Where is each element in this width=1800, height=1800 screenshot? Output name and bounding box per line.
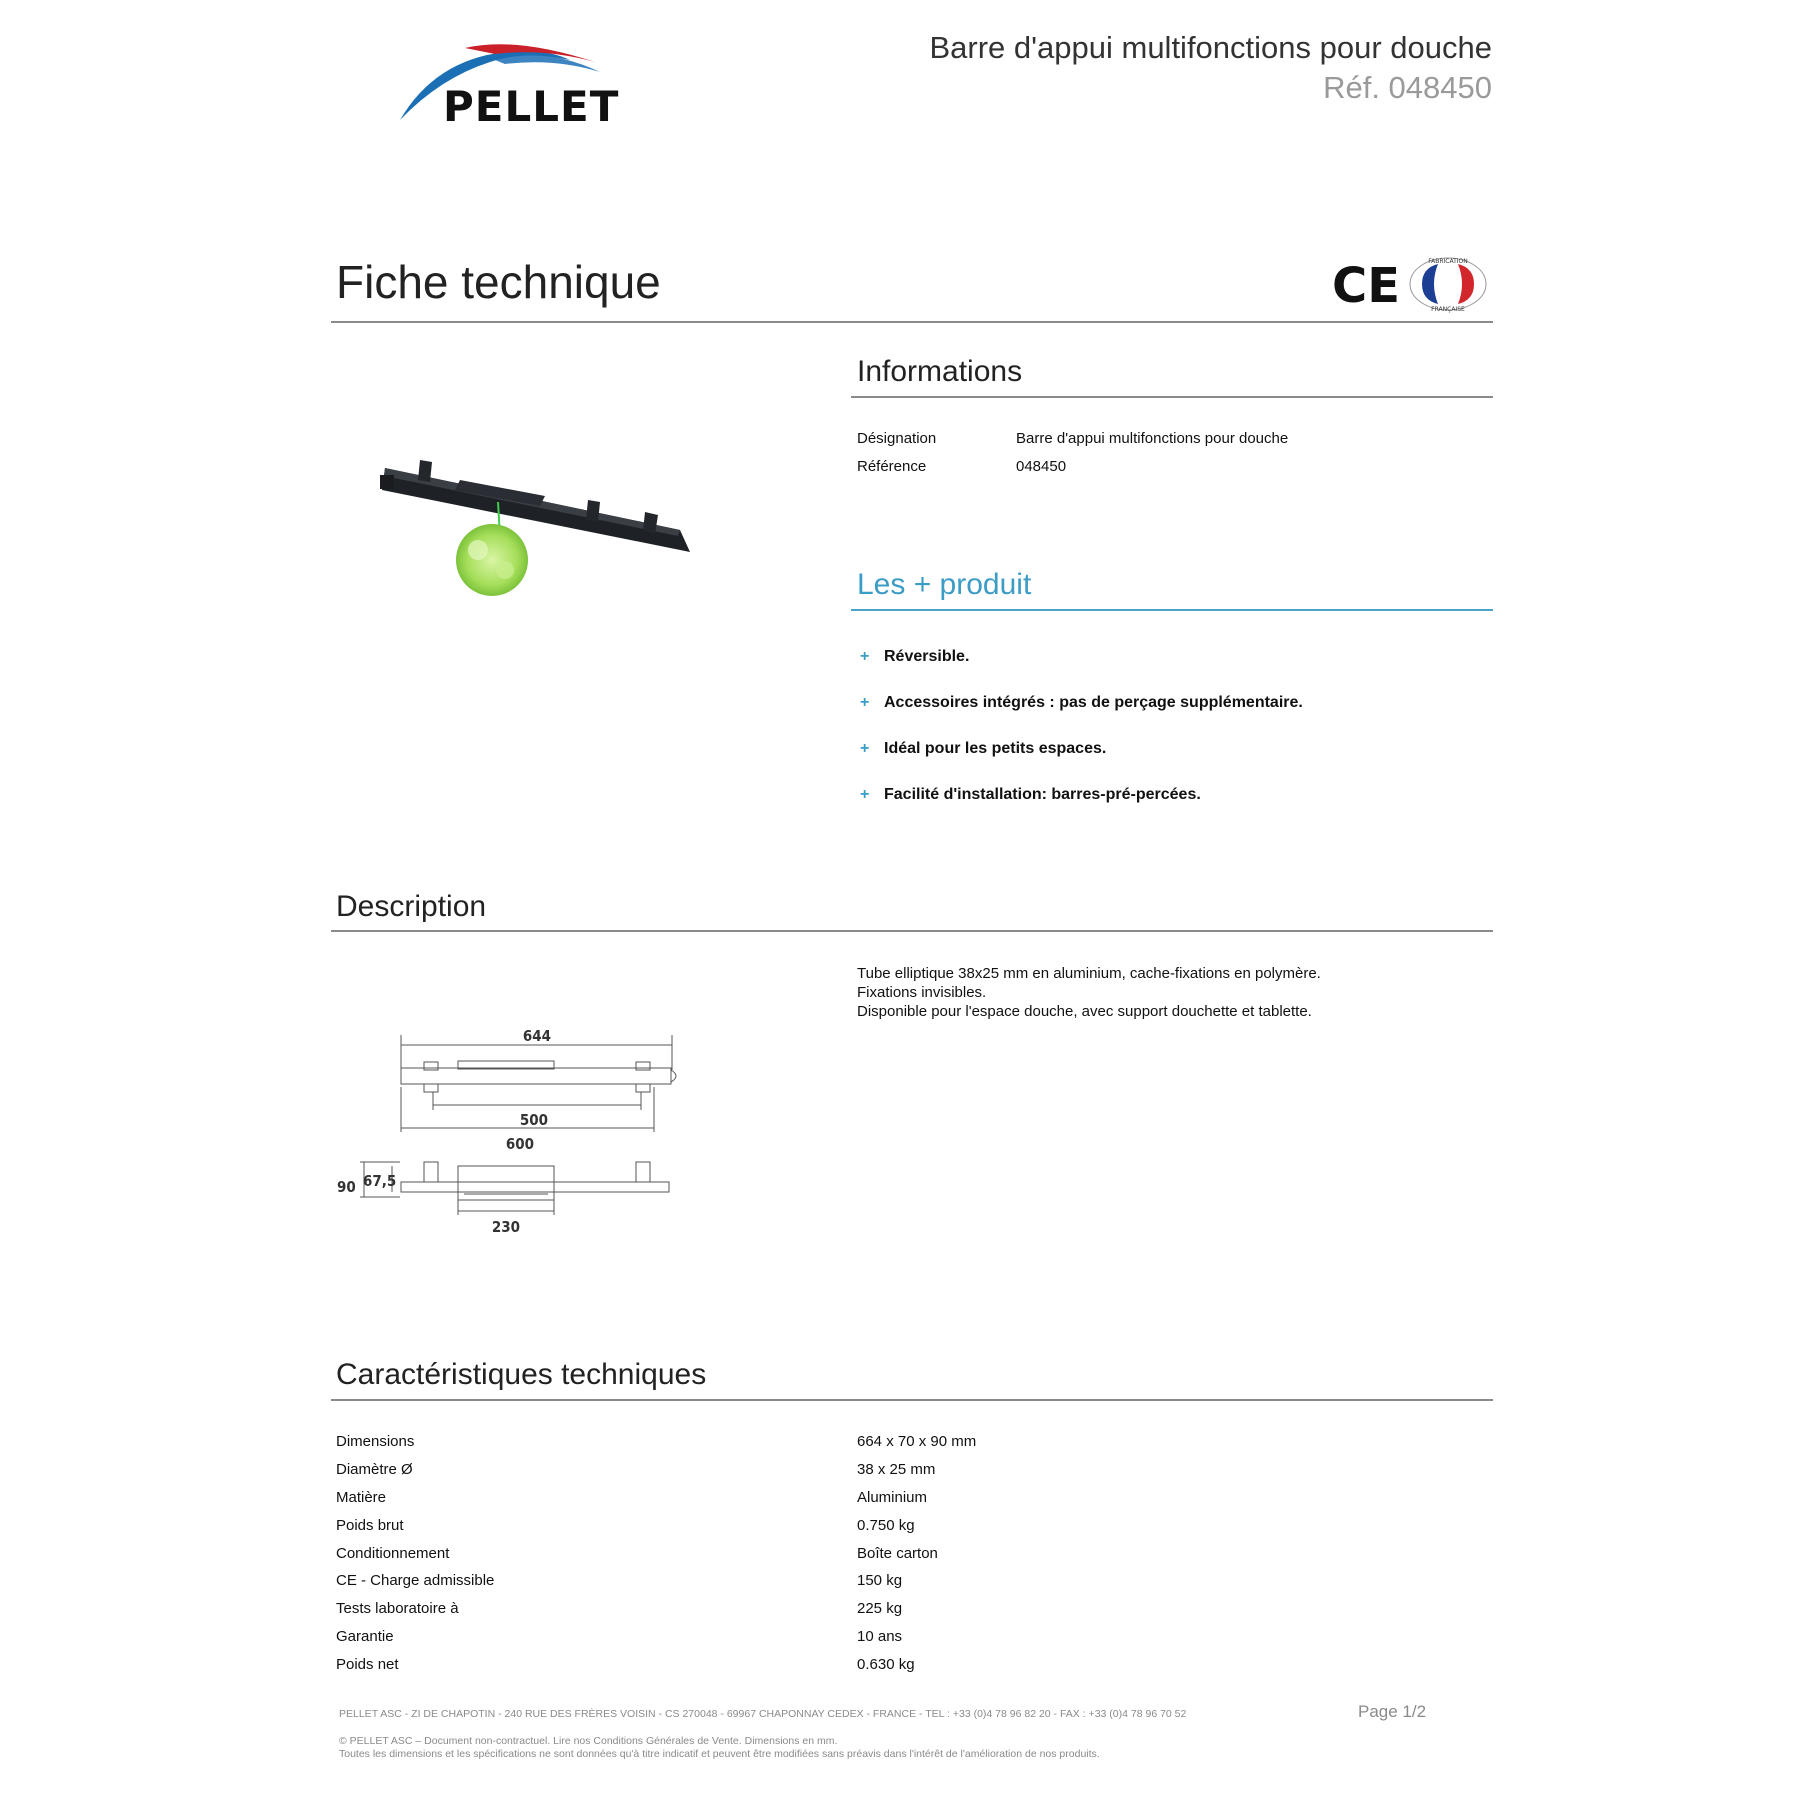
plus-icon: + [860,740,870,757]
svg-text:FABRICATION: FABRICATION [1428,258,1468,265]
informations-heading: Informations [857,355,1023,388]
advantages-divider [851,609,1493,611]
brand-logo [395,40,645,130]
svg-text:FRANÇAISE: FRANÇAISE [1431,306,1465,313]
spec-value: 150 kg [857,1572,903,1589]
dimension-drawing-icon [336,1025,686,1235]
info-label: Désignation [857,430,937,447]
spec-label: Tests laboratoire à [336,1600,459,1617]
header-title: Barre d'appui multifonctions pour douche [929,30,1492,65]
footer-legal-line: © PELLET ASC – Document non-contractuel. Lire nos Conditions Générales de Vente. Dimensions en mm. [339,1735,838,1747]
specs-divider [331,1399,1493,1401]
advantages-heading: Les + produit [857,568,1032,601]
plus-icon: + [860,694,870,711]
brand-name: PELLET [443,82,620,131]
spec-label: Conditionnement [336,1545,450,1562]
description-line: Disponible pour l'espace douche, avec support douchette et tablette. [857,1003,1312,1020]
fabrication-francaise-icon [1408,254,1492,314]
dim-230-label: 230 [491,1218,521,1235]
spec-value: Boîte carton [857,1545,938,1562]
informations-divider [851,396,1493,398]
spec-label: Garantie [336,1628,394,1645]
description-text [857,964,1321,1021]
info-label: Référence [857,458,927,475]
spec-label: Poids brut [336,1517,404,1534]
plus-icon: + [860,786,870,803]
page-number: Page 1/2 [1358,1702,1427,1721]
spec-value: 38 x 25 mm [857,1461,936,1478]
dim-500-label: 500 [519,1111,549,1129]
advantage-item: + Accessoires intégrés : pas de perçage supplémentaire. [860,694,1303,711]
description-heading: Description [336,890,487,923]
certification-marks [1330,254,1490,314]
advantage-item: + Idéal pour les petits espaces. [860,740,1107,757]
spec-value: 0.750 kg [857,1517,915,1534]
spec-label: Matière [336,1489,387,1506]
spec-value: 0.630 kg [857,1656,915,1673]
title-divider [331,321,1493,323]
grab-bar-photo-icon [360,440,720,615]
product-photo [360,440,720,615]
footer-address: PELLET ASC - ZI DE CHAPOTIN - 240 RUE DES FRÈRES VOISIN - CS 270048 - 69967 CHAPONNAY CEDEX - FRANCE - TEL : +33 (0)4 78 96 82 20 - FAX : +33 (0)4 78 96 70 52 [339,1708,1187,1720]
footer-legal [339,1735,1100,1761]
description-divider [331,930,1493,932]
technical-drawing [336,1025,686,1235]
spec-value: Aluminium [857,1489,928,1506]
info-value: Barre d'appui multifonctions pour douche [1016,430,1289,447]
dim-90-label: 90 [337,1178,356,1196]
spec-label: Diamètre Ø [336,1461,413,1478]
description-line: Fixations invisibles. [857,984,987,1001]
svg-text:CE: CE [1332,258,1401,314]
description-line: Tube elliptique 38x25 mm en aluminium, cache-fixations en polymère. [857,965,1321,982]
spec-label: Dimensions [336,1433,415,1450]
dim-644-label: 644 [522,1027,552,1045]
spec-value: 225 kg [857,1600,903,1617]
spec-value: 10 ans [857,1628,903,1645]
dim-600-label: 600 [505,1135,535,1153]
specs-heading: Caractéristiques techniques [336,1358,707,1391]
dim-67-5-label: 67,5 [363,1172,397,1190]
plus-icon: + [860,648,870,665]
footer-legal-line: Toutes les dimensions et les spécifications ne sont données qu'à titre indicatif et peuvent être modifiées sans préavis dans l'intérêt de l'amélioration de nos produits. [339,1748,1100,1760]
spec-value: 664 x 70 x 90 mm [857,1433,977,1450]
page-title: Fiche technique [336,256,661,308]
spec-label: CE - Charge admissible [336,1572,495,1589]
advantage-item: + Réversible. [860,648,970,665]
advantage-item: + Facilité d'installation: barres-pré-percées. [860,786,1201,803]
header-reference: Réf. 048450 [1323,70,1492,105]
info-value: 048450 [1016,458,1067,475]
spec-label: Poids net [336,1656,399,1673]
